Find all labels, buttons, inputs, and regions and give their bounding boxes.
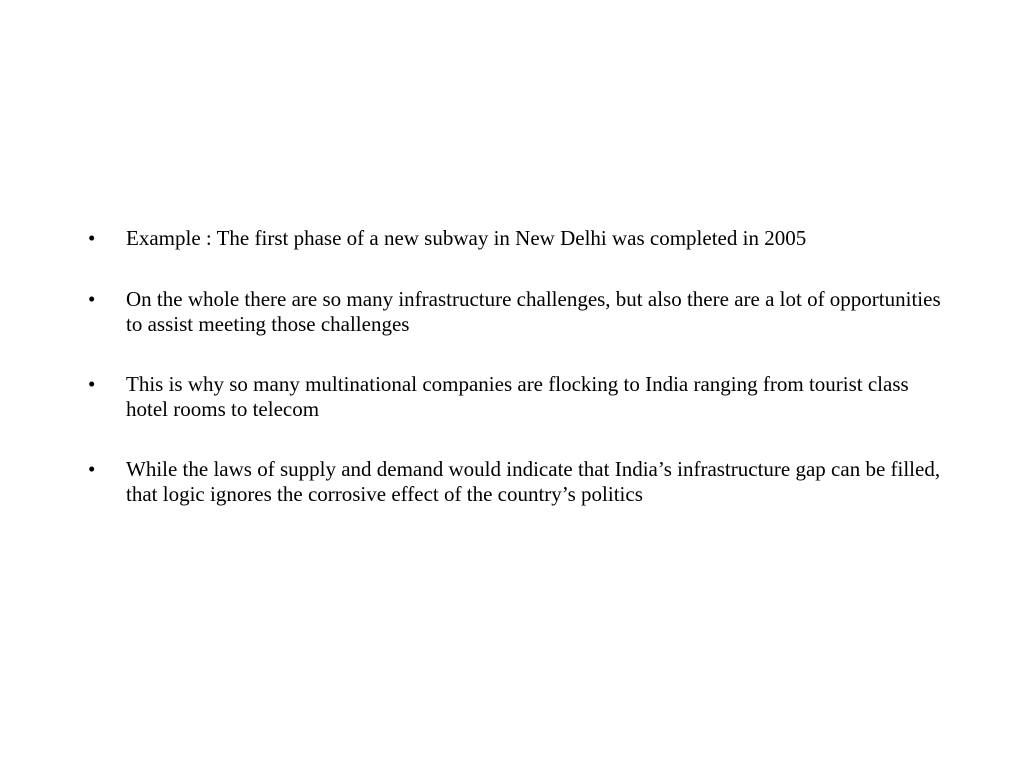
bullet-item (88, 287, 948, 337)
bullet-marker: • (88, 372, 96, 396)
bullet-text: This is why so many multinational companies are flocking to India ranging from tourist class hotel rooms to telecom (126, 372, 909, 421)
bullet-marker: • (88, 287, 96, 311)
bullet-marker: • (88, 457, 96, 481)
bullet-list (88, 226, 948, 507)
bullet-item (88, 226, 948, 251)
bullet-text: Example : The first phase of a new subway in New Delhi was completed in 2005 (126, 226, 807, 250)
bullet-text: On the whole there are so many infrastructure challenges, but also there are a lot of opportunities to assist meeting those challenges (126, 287, 941, 336)
bullet-marker: • (88, 226, 96, 250)
bullet-item (88, 457, 948, 507)
bullet-item (88, 372, 948, 422)
bullet-text: While the laws of supply and demand would indicate that India’s infrastructure gap can be filled, that logic ignores the corrosive effect of the country’s politics (126, 457, 941, 506)
